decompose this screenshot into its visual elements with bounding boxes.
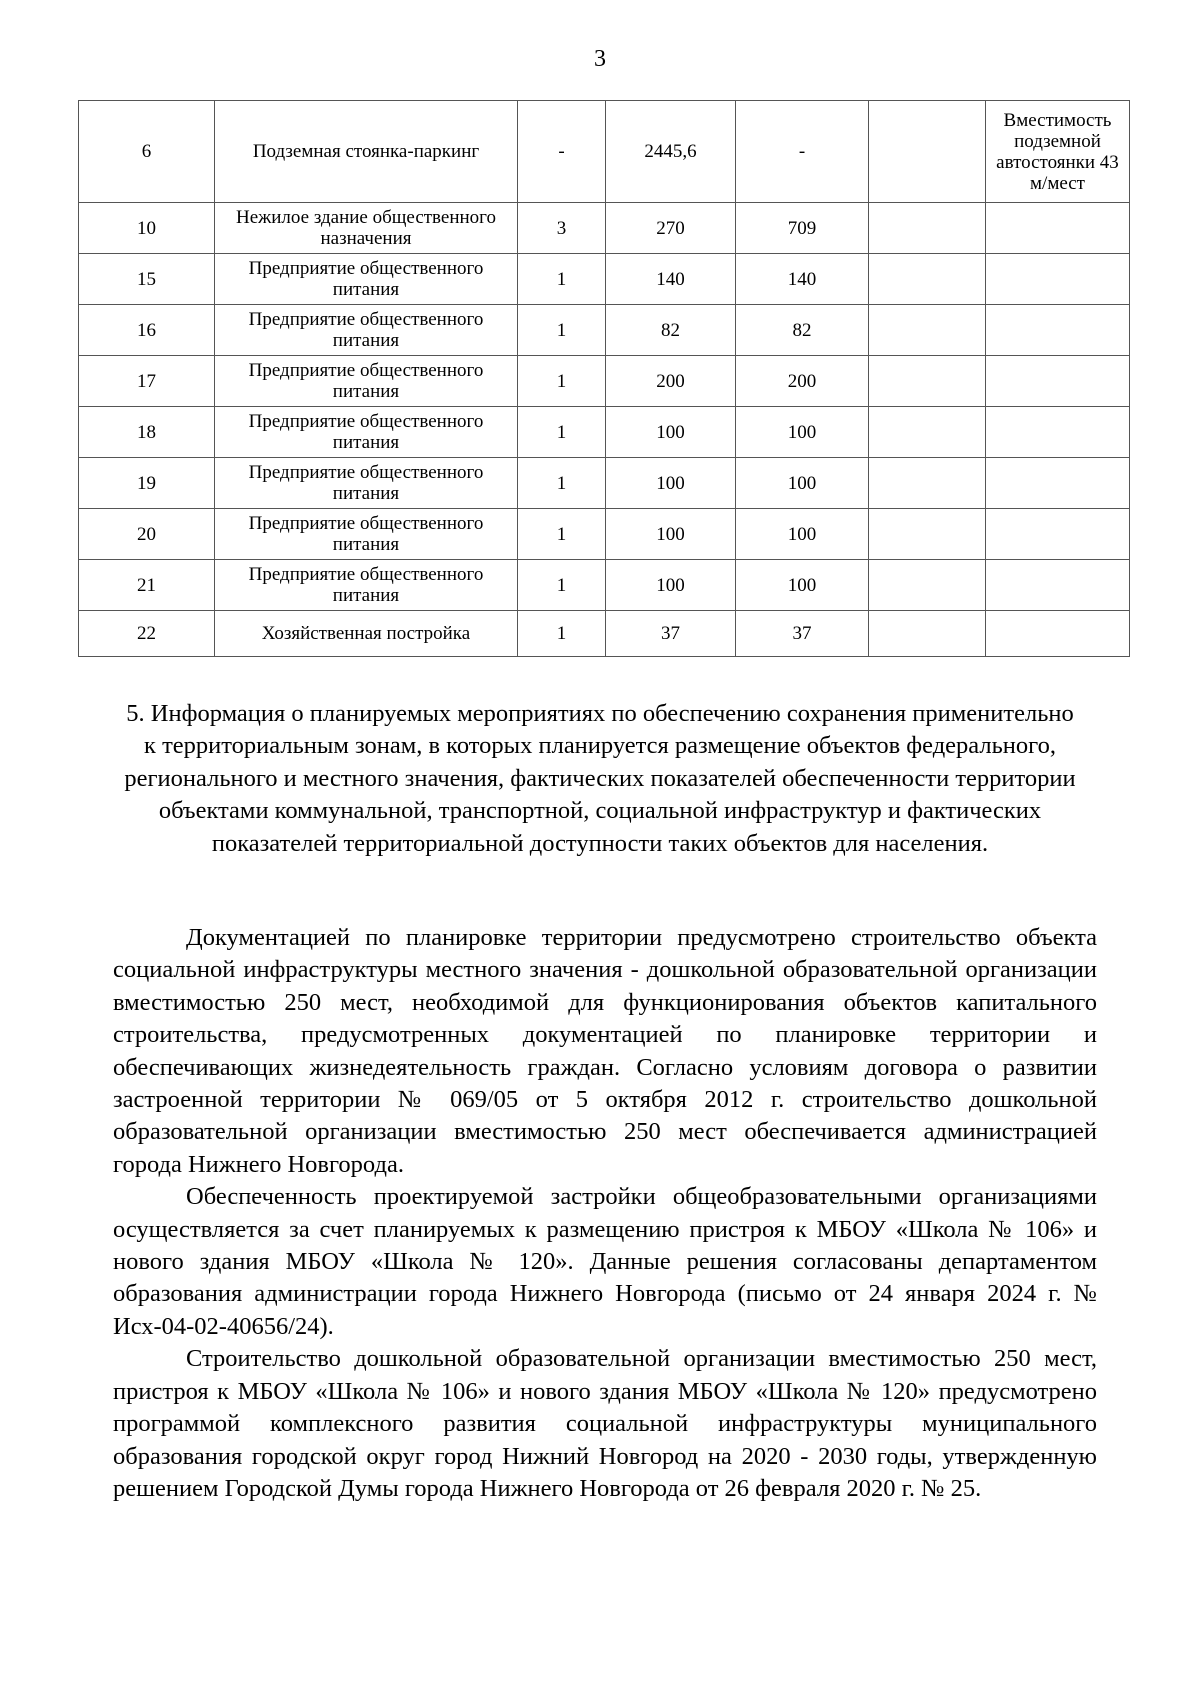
cell-number: 15: [79, 254, 215, 305]
cell-note: [986, 203, 1130, 254]
table-row: [79, 458, 1130, 509]
cell-number: 22: [79, 611, 215, 657]
cell-empty: [869, 509, 986, 560]
cell-note: [986, 611, 1130, 657]
cell-empty: [869, 407, 986, 458]
cell-total-area: 100: [736, 560, 869, 611]
cell-note: [986, 356, 1130, 407]
cell-note: Вместимость подземной автостоянки 43 м/мест: [986, 101, 1130, 203]
objects-table-body: [79, 101, 1130, 657]
cell-total-area: 82: [736, 305, 869, 356]
cell-note: [986, 560, 1130, 611]
cell-empty: [869, 305, 986, 356]
cell-area: 82: [606, 305, 736, 356]
cell-number: 19: [79, 458, 215, 509]
cell-area: 2445,6: [606, 101, 736, 203]
cell-total-area: -: [736, 101, 869, 203]
cell-empty: [869, 458, 986, 509]
cell-number: 17: [79, 356, 215, 407]
cell-object-name: Нежилое здание общественного назначения: [215, 203, 518, 254]
cell-count: 1: [518, 356, 606, 407]
page-number: 3: [594, 46, 606, 72]
cell-count: 1: [518, 560, 606, 611]
cell-empty: [869, 101, 986, 203]
cell-area: 140: [606, 254, 736, 305]
cell-empty: [869, 356, 986, 407]
cell-object-name: Хозяйственная постройка: [215, 611, 518, 657]
cell-total-area: 200: [736, 356, 869, 407]
table-row: [79, 101, 1130, 203]
cell-object-name: Предприятие общественного питания: [215, 254, 518, 305]
cell-area: 270: [606, 203, 736, 254]
cell-empty: [869, 203, 986, 254]
objects-table: [78, 100, 1130, 657]
cell-object-name: Предприятие общественного питания: [215, 560, 518, 611]
cell-area: 37: [606, 611, 736, 657]
cell-object-name: Предприятие общественного питания: [215, 407, 518, 458]
cell-total-area: 709: [736, 203, 869, 254]
cell-number: 21: [79, 560, 215, 611]
cell-number: 6: [79, 101, 215, 203]
cell-number: 16: [79, 305, 215, 356]
cell-total-area: 100: [736, 458, 869, 509]
cell-total-area: 100: [736, 407, 869, 458]
cell-count: -: [518, 101, 606, 203]
cell-empty: [869, 560, 986, 611]
cell-object-name: Предприятие общественного питания: [215, 305, 518, 356]
cell-number: 20: [79, 509, 215, 560]
cell-count: 1: [518, 458, 606, 509]
table-row: [79, 356, 1130, 407]
table-row: [79, 305, 1130, 356]
cell-note: [986, 458, 1130, 509]
cell-area: 100: [606, 560, 736, 611]
cell-object-name: Предприятие общественного питания: [215, 509, 518, 560]
table-row: [79, 254, 1130, 305]
cell-note: [986, 254, 1130, 305]
cell-area: 100: [606, 458, 736, 509]
cell-count: 1: [518, 407, 606, 458]
cell-note: [986, 407, 1130, 458]
cell-total-area: 37: [736, 611, 869, 657]
cell-count: 1: [518, 254, 606, 305]
paragraph: Документацией по планировке территории предусмотрено строительство объекта социальной инфраструктуры местного значения - дошкольной образовательной организации вместимостью 250 мест, необходимой для функционирования объектов капитального строительства, предусмотренных документацией по планировке территории и обеспечивающих жизнедеятельность граждан. Согласно условиям договора о развитии застроенной территории № 069/05 от 5 октября 2012 г. строительство дошкольной образовательной организации вместимостью 250 мест обеспечивается администрацией города Нижнего Новгорода.: [113, 924, 1097, 1178]
cell-total-area: 100: [736, 509, 869, 560]
cell-note: [986, 509, 1130, 560]
cell-object-name: Подземная стоянка-паркинг: [215, 101, 518, 203]
cell-number: 10: [79, 203, 215, 254]
paragraph: Обеспеченность проектируемой застройки общеобразовательными организациями осуществляется за счет планируемых к размещению пристроя к МБОУ «Школа № 106» и нового здания МБОУ «Школа № 120». Данные решения согласованы департаментом образования администрации города Нижнего Новгорода (письмо от 24 января 2024 г. № Исх-04-02-40656/24).: [113, 1183, 1097, 1340]
table-row: [79, 611, 1130, 657]
paragraph: Строительство дошкольной образовательной организации вместимостью 250 мест, пристроя к МБОУ «Школа № 106» и нового здания МБОУ «Школа № 120» предусмотрено программой комплексного развития социальной инфраструктуры муниципального образования городской округ город Нижний Новгород на 2020 - 2030 годы, утвержденную решением Городской Думы города Нижнего Новгорода от 26 февраля 2020 г. № 25.: [113, 1345, 1097, 1502]
cell-empty: [869, 611, 986, 657]
cell-area: 100: [606, 509, 736, 560]
cell-object-name: Предприятие общественного питания: [215, 356, 518, 407]
cell-total-area: 140: [736, 254, 869, 305]
cell-empty: [869, 254, 986, 305]
cell-area: 200: [606, 356, 736, 407]
cell-count: 3: [518, 203, 606, 254]
table-row: [79, 203, 1130, 254]
cell-count: 1: [518, 611, 606, 657]
cell-area: 100: [606, 407, 736, 458]
cell-note: [986, 305, 1130, 356]
cell-number: 18: [79, 407, 215, 458]
table-row: [79, 407, 1130, 458]
table-row: [79, 509, 1130, 560]
table-row: [79, 560, 1130, 611]
section-heading: 5. Информация о планируемых мероприятиях по обеспечению сохранения применительно к территориальным зонам, в которых планируется размещение объектов федерального, регионального и местного значения, фактических показателей обеспеченности территории объектами коммунальной, транспортной, социальной инфраструктур и фактических показателей территориальной доступности таких объектов для населения.: [124, 700, 1076, 857]
section-body: [113, 922, 1097, 1505]
cell-object-name: Предприятие общественного питания: [215, 458, 518, 509]
cell-count: 1: [518, 509, 606, 560]
cell-count: 1: [518, 305, 606, 356]
